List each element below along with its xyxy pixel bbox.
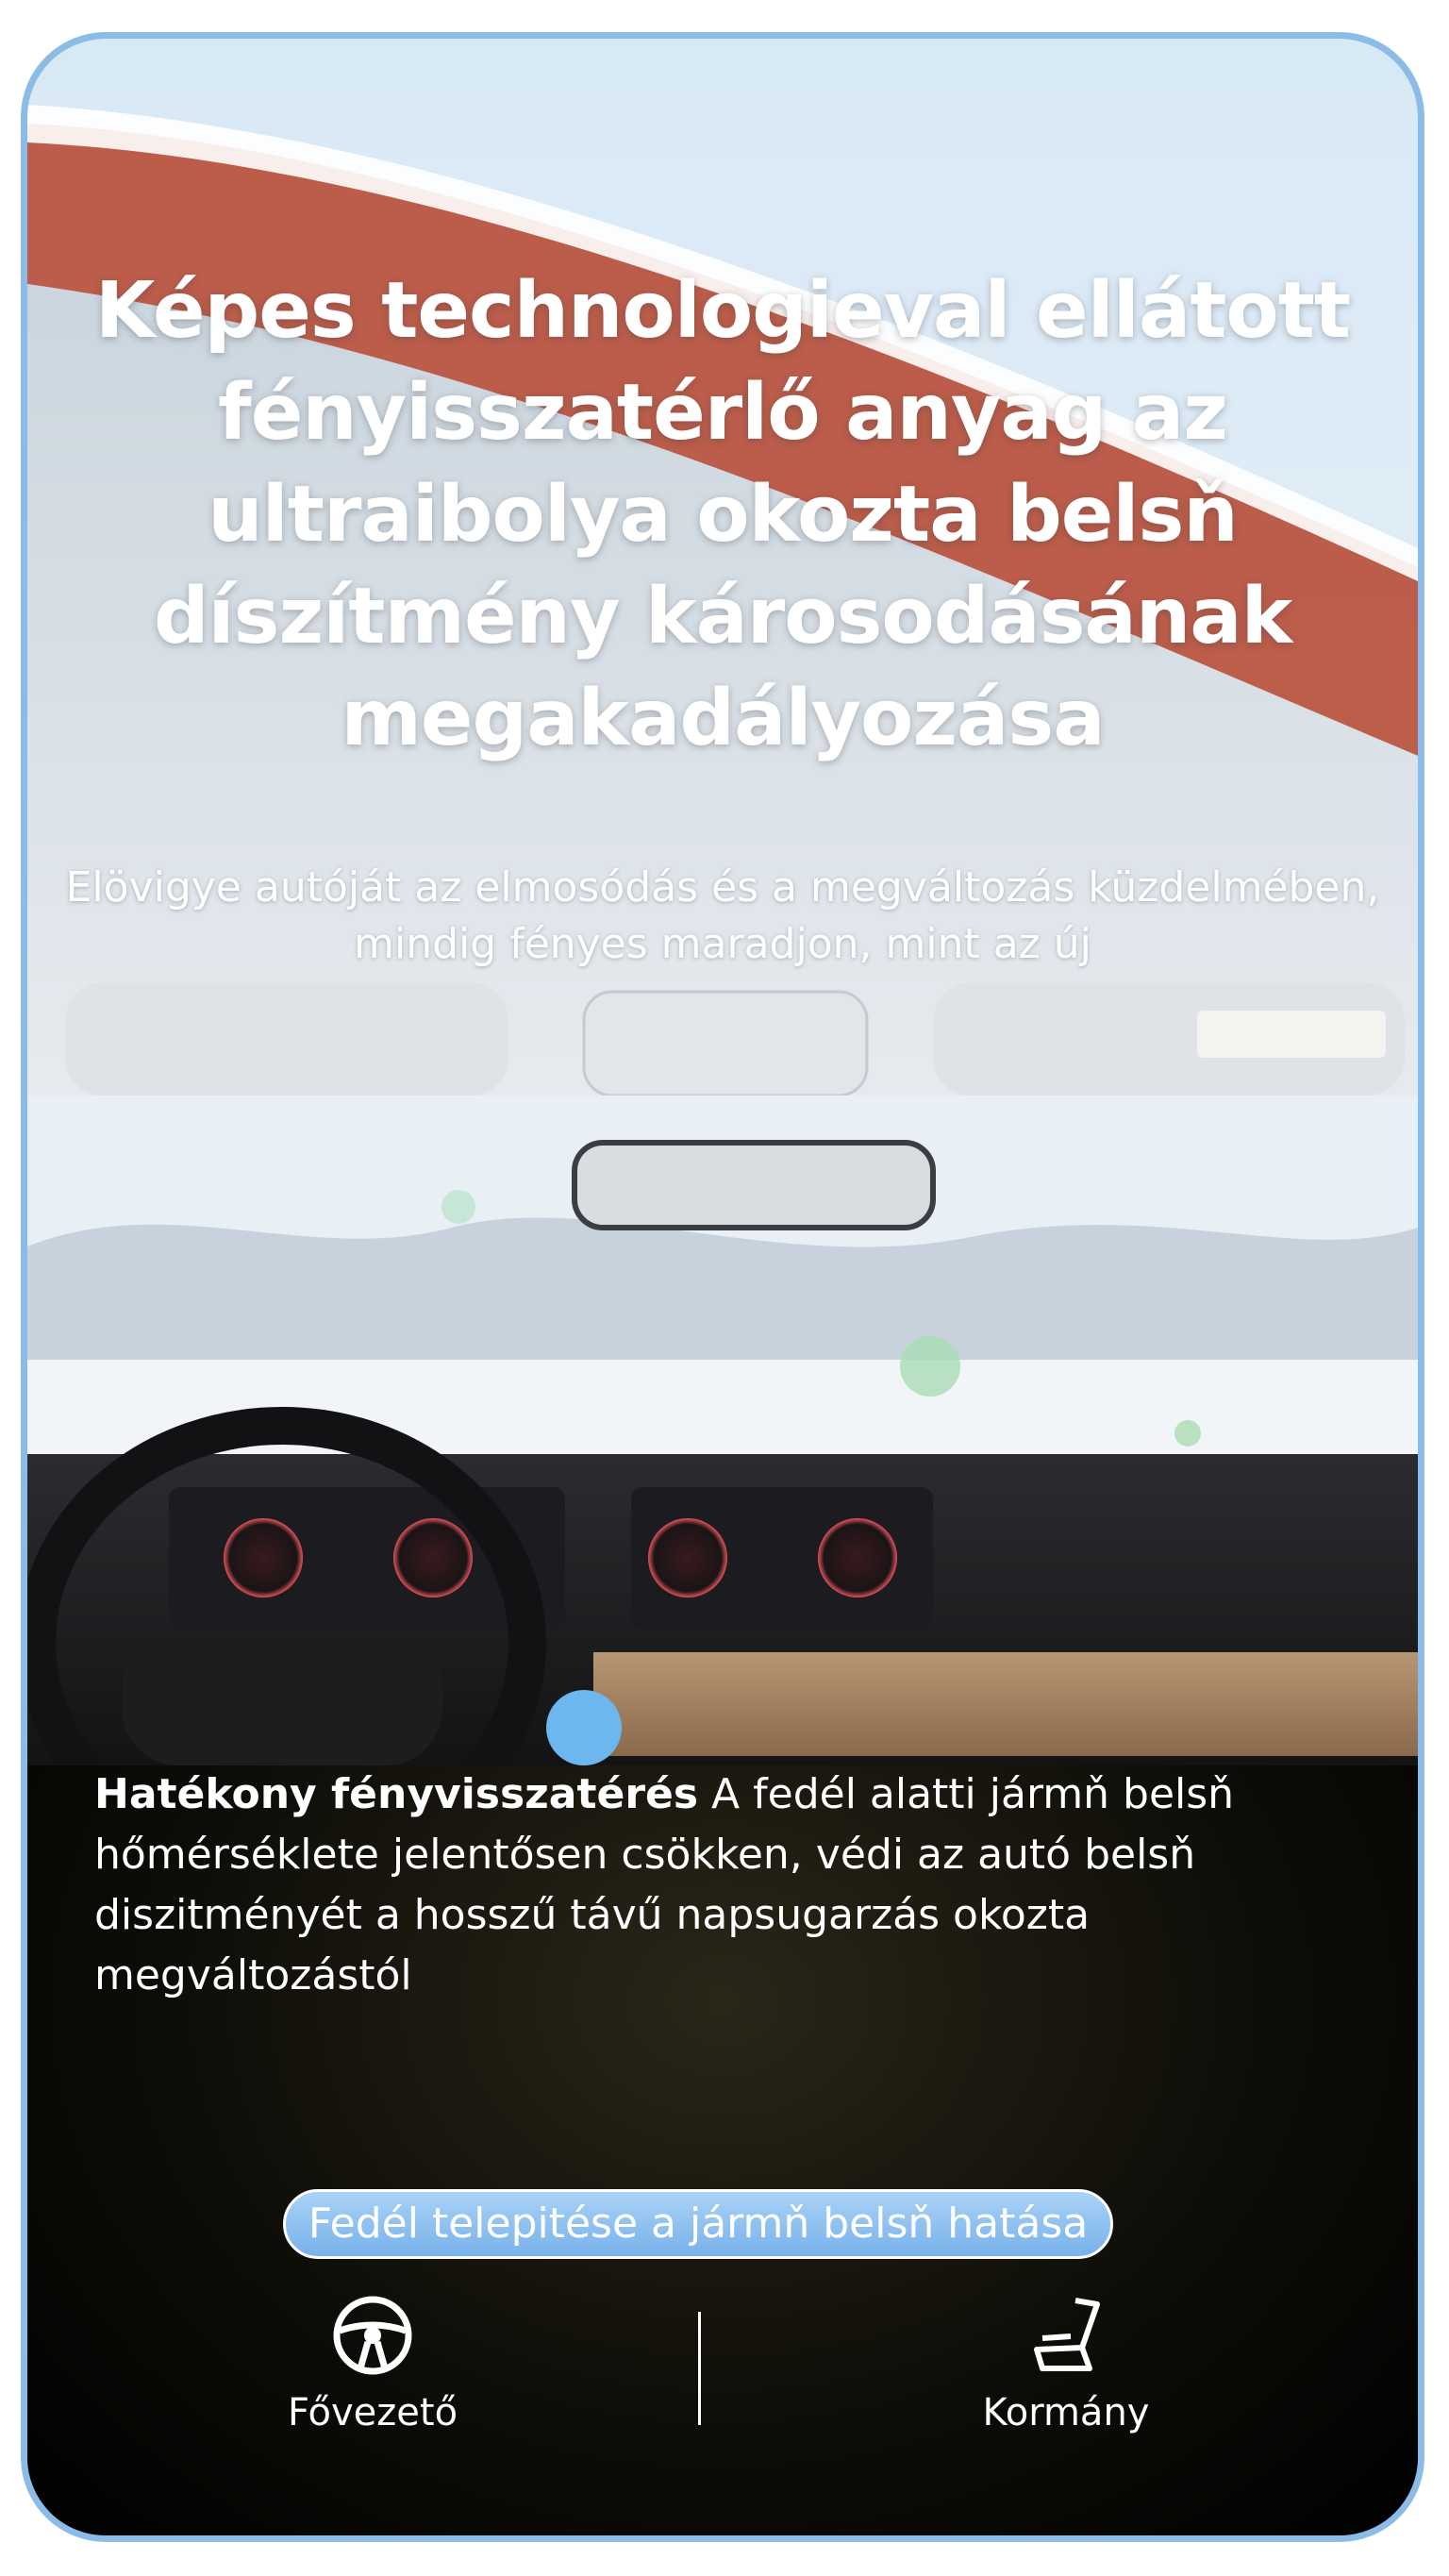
- feature-description: [94, 1765, 1411, 2006]
- option-steering[interactable]: [896, 2293, 1236, 2434]
- subheadline: Elövigye autóját az elmosódás és a megváltozás küzdelmében, mindig fényes maradjon, mint az új: [65, 863, 1380, 968]
- option-driver[interactable]: [203, 2293, 542, 2434]
- installation-effect-label: Fedél telepitése a jármň belsň hatása: [283, 2189, 1113, 2259]
- option-driver-label: Fővezető: [287, 2391, 458, 2434]
- steering-wheel-icon: [330, 2293, 415, 2378]
- product-card: [21, 32, 1424, 2542]
- headline: Képes technologieval ellátott fényisszatérlő anyag az ultraibolya okozta belsň díszítmény károsodásának megakadályozása: [94, 266, 1351, 763]
- feature-body: A fedél alatti jármň belsň hőmérséklete jelentősen csökken, védi az autó belsň diszitményét a hosszű távű napsugarzás okozta megváltozástól: [94, 1770, 1235, 1999]
- car-seat-icon: [1024, 2293, 1108, 2378]
- feature-lead: Hatékony fényvisszatérés: [94, 1770, 699, 1818]
- hero-image: [27, 39, 1418, 1765]
- option-steering-label: Kormány: [982, 2391, 1150, 2434]
- divider: [698, 2312, 701, 2425]
